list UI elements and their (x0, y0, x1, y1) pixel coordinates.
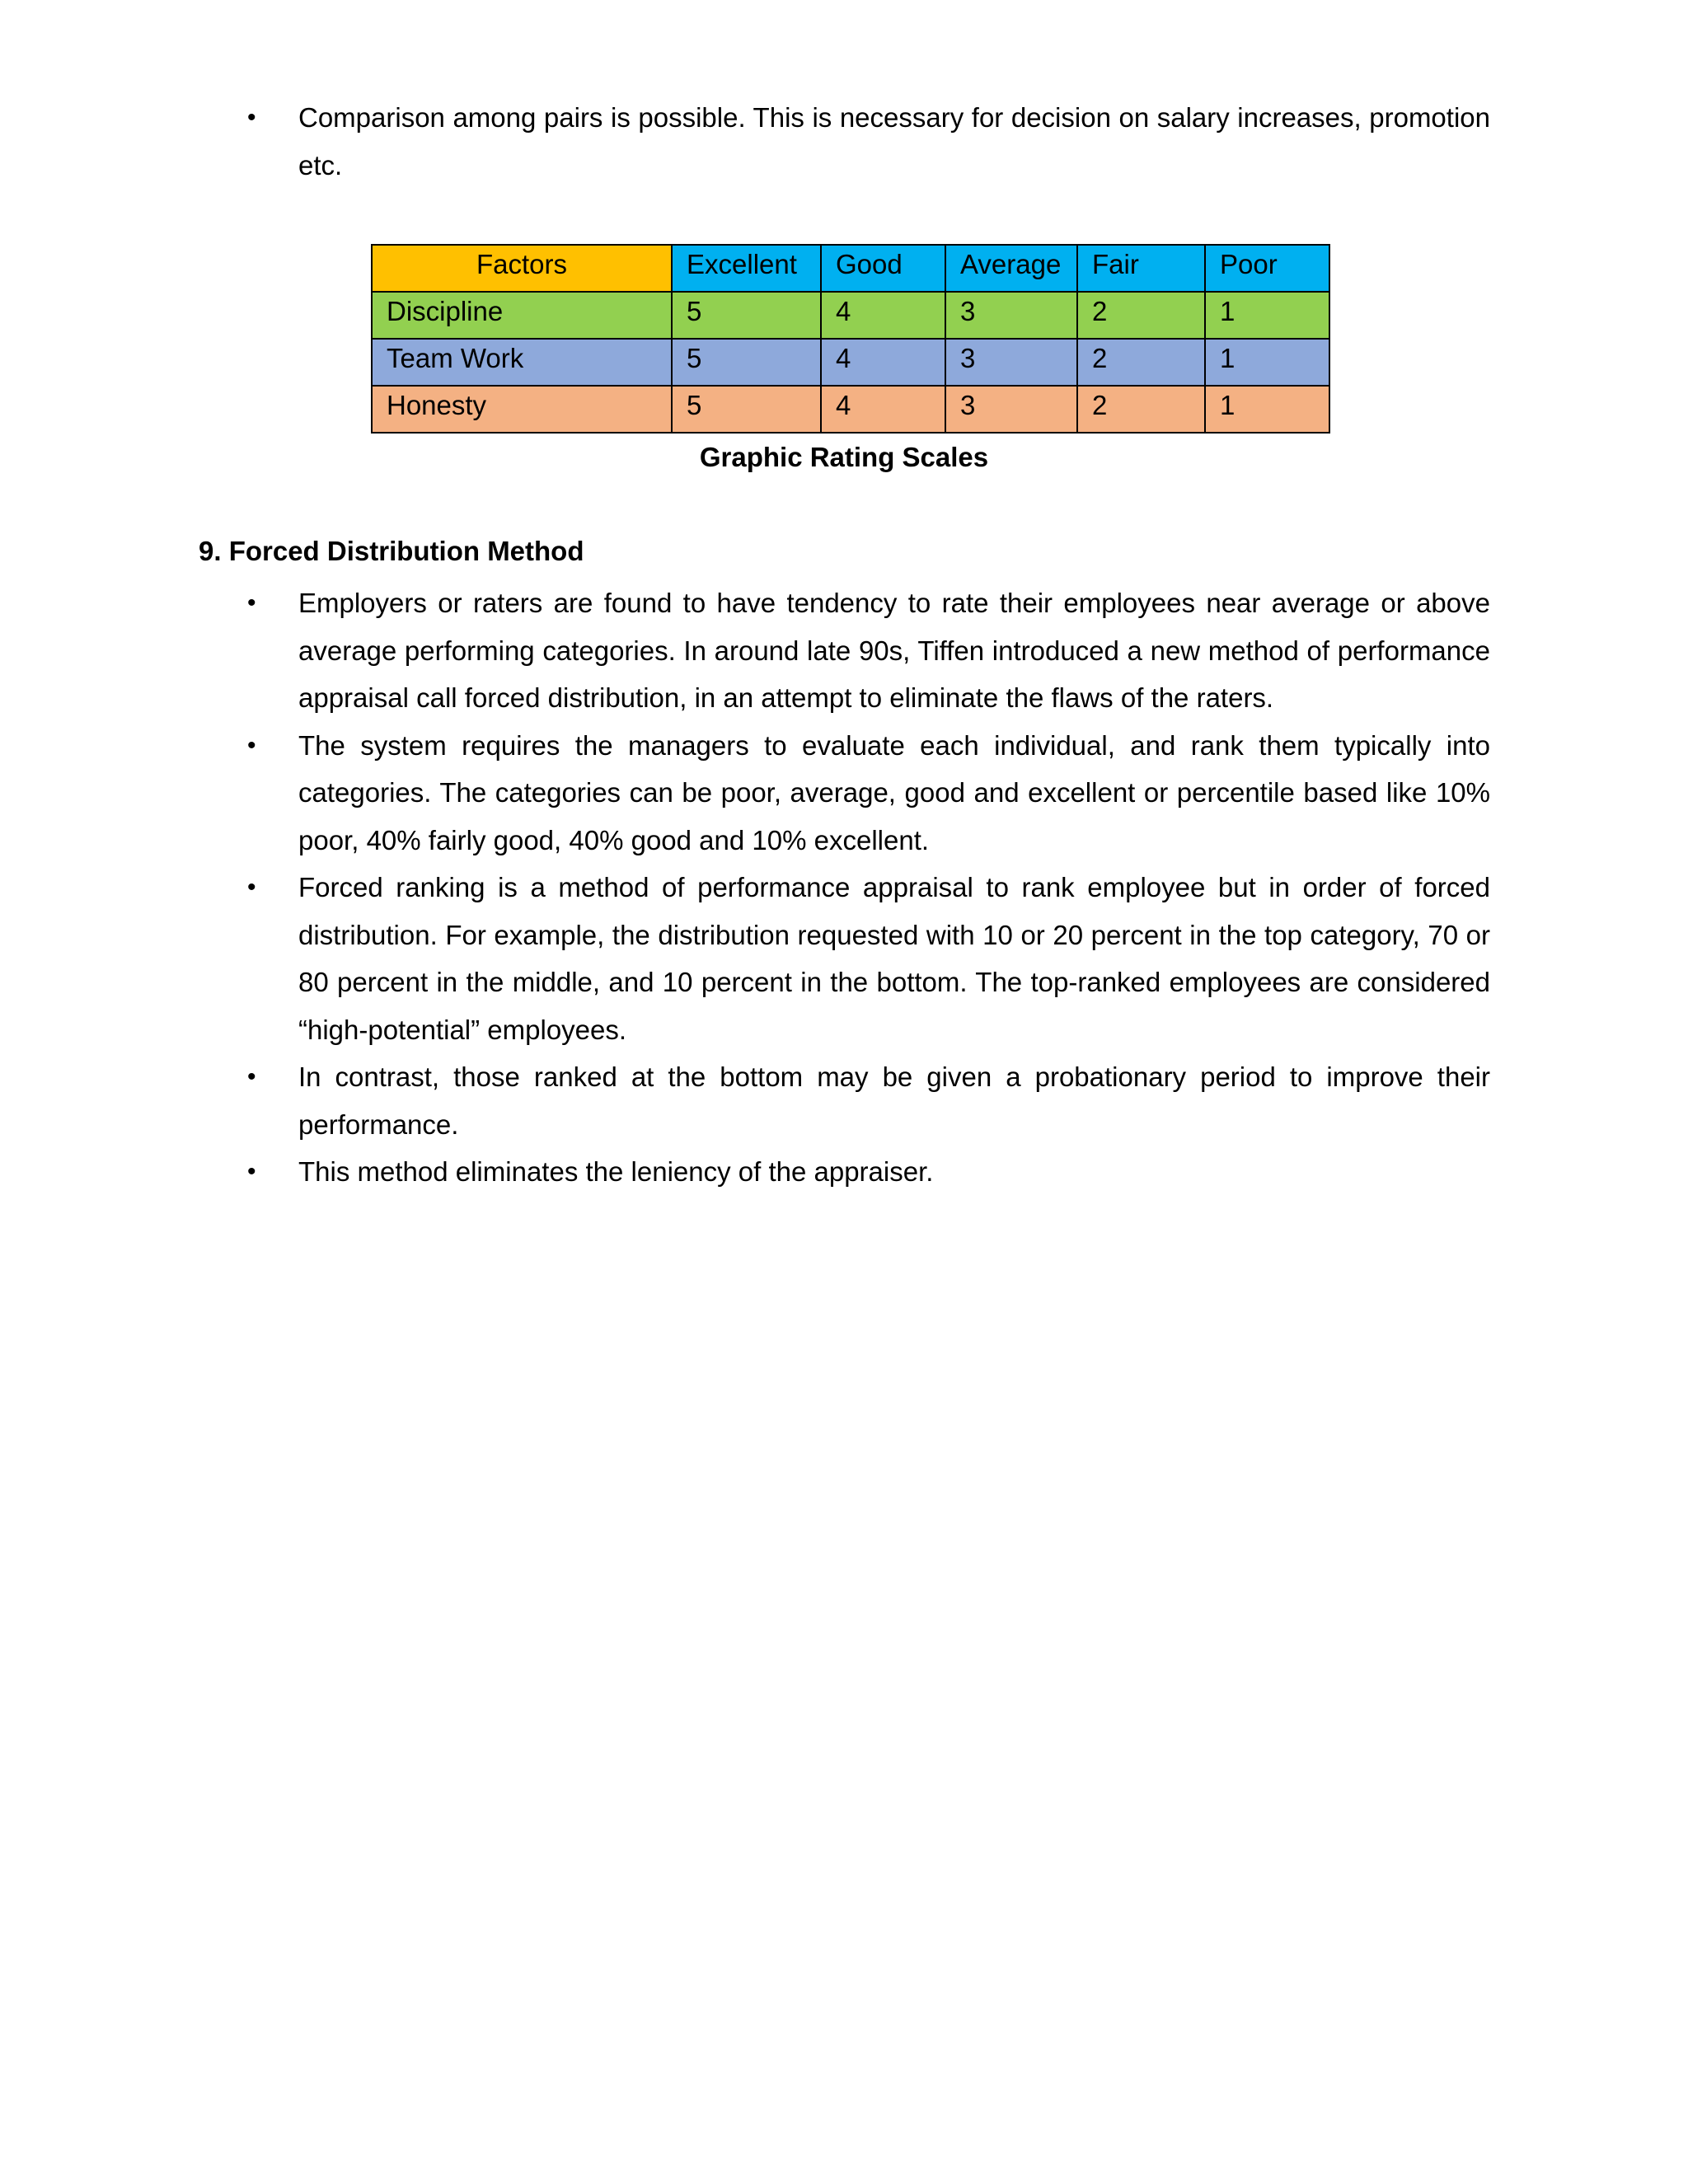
bullet-icon: • (247, 104, 256, 131)
table-row (372, 292, 1329, 339)
score-cell: 5 (672, 386, 821, 433)
score-cell: 4 (821, 292, 945, 339)
list-item (247, 1148, 1490, 1196)
section-heading: 9. Forced Distribution Method (199, 536, 584, 566)
table-row (372, 339, 1329, 386)
bullet-text: Employers or raters are found to have tendency to rate their employees near average or above average performing categories. In around late 90s, Tiffen introduced a new method of performance appraisal call forced distribution, in an attempt to eliminate the flaws of the raters. (298, 588, 1490, 713)
header-excellent: Excellent (672, 245, 821, 292)
bullet-icon: • (247, 731, 256, 759)
score-cell: 3 (945, 339, 1077, 386)
score-cell: 3 (945, 292, 1077, 339)
header-poor: Poor (1205, 245, 1329, 292)
list-item (247, 864, 1490, 1053)
bullet-text: In contrast, those ranked at the bottom may be given a probationary period to improve their performance. (298, 1062, 1490, 1140)
bullet-text: This method eliminates the leniency of the appraiser. (298, 1156, 934, 1187)
header-factors: Factors (372, 245, 672, 292)
header-average: Average (945, 245, 1077, 292)
score-cell: 3 (945, 386, 1077, 433)
score-cell: 1 (1205, 339, 1329, 386)
bullet-text: The system requires the managers to evaluate each individual, and rank them typically into categories. The categories can be poor, average, good and excellent or percentile based like 10% poor, 40% fairly good, 40% good and 10% excellent. (298, 729, 1490, 855)
factor-cell: Honesty (372, 386, 672, 433)
bullet-icon: • (247, 1063, 256, 1090)
score-cell: 2 (1077, 386, 1205, 433)
list-item (247, 722, 1490, 865)
list-item (247, 1053, 1490, 1148)
score-cell: 5 (672, 292, 821, 339)
bullet-text: Forced ranking is a method of performance appraisal to rank employee but in order of forced distribution. For example, the distribution requested with 10 or 20 percent in the top category, 70 or 80 percent in the middle, and 10 percent in the bottom. The top-ranked employees are considered “high-potential” employees. (298, 872, 1490, 1045)
intro-bullet-list (247, 94, 1490, 189)
score-cell: 4 (821, 386, 945, 433)
score-cell: 1 (1205, 386, 1329, 433)
factor-cell: Team Work (372, 339, 672, 386)
score-cell: 4 (821, 339, 945, 386)
bullet-icon: • (247, 1158, 256, 1185)
score-cell: 5 (672, 339, 821, 386)
table-caption: Graphic Rating Scales (699, 442, 989, 472)
bullet-icon: • (247, 589, 256, 616)
header-fair: Fair (1077, 245, 1205, 292)
header-good: Good (821, 245, 945, 292)
table-header-row (372, 245, 1329, 292)
bullet-text: Comparison among pairs is possible. This is necessary for decision on salary increases, promotion etc. (298, 102, 1490, 180)
factor-cell: Discipline (372, 292, 672, 339)
table-row (372, 386, 1329, 433)
forced-distribution-bullet-list (247, 579, 1490, 1196)
score-cell: 2 (1077, 292, 1205, 339)
score-cell: 1 (1205, 292, 1329, 339)
score-cell: 2 (1077, 339, 1205, 386)
graphic-rating-table (371, 244, 1330, 434)
list-item (247, 94, 1490, 189)
list-item (247, 579, 1490, 722)
bullet-icon: • (247, 874, 256, 901)
